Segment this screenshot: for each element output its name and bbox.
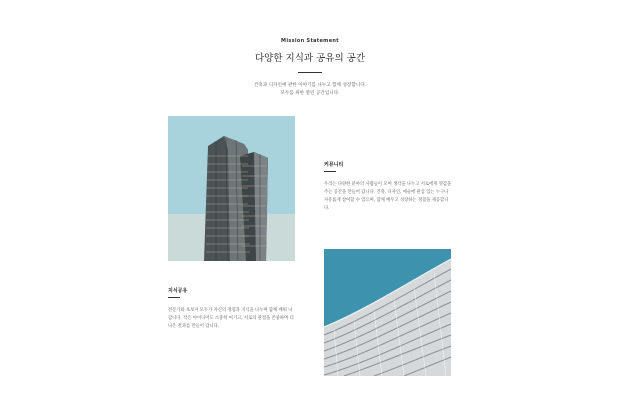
section-community (324, 161, 452, 213)
eyebrow-label: Mission Statement (281, 38, 339, 44)
page-title: 다양한 지식과 공유의 공간 (254, 53, 365, 64)
facade-image (324, 249, 451, 376)
intro-line: 모두를 위한 열린 공간입니다. (280, 91, 340, 96)
section-divider (168, 297, 180, 298)
section-body: 전문가와 초보자 모두가 자신의 경험과 지식을 나누며 함께 배워 나갑니다. 작은 아이디어도 소중히 여기고, 서로의 관점을 존중하며 더 나은 결과를 만들어 갑니다. (168, 308, 294, 329)
tower-image (168, 116, 295, 261)
section-heading: 커뮤니티 (324, 162, 344, 168)
title-divider (298, 72, 322, 73)
section-divider (324, 171, 336, 172)
intro-line: 건축과 디자인에 관한 이야기를 나누고 함께 성장합니다. (253, 83, 367, 88)
intro-text (0, 82, 620, 98)
tower-illustration (168, 116, 295, 261)
section-heading: 지식공유 (168, 288, 188, 294)
facade-illustration (324, 249, 451, 376)
page-header (0, 38, 620, 98)
section-knowledge (168, 287, 296, 331)
section-body: 우리는 다양한 분야의 사람들이 모여 생각을 나누고 서로에게 영감을 주는 공간을 만들어 갑니다. 건축, 디자인, 예술에 관심 있는 누구나 자유롭게 참여할 수 있으며, 함께 배우고 성장하는 경험을 제공합니다. (324, 182, 452, 211)
